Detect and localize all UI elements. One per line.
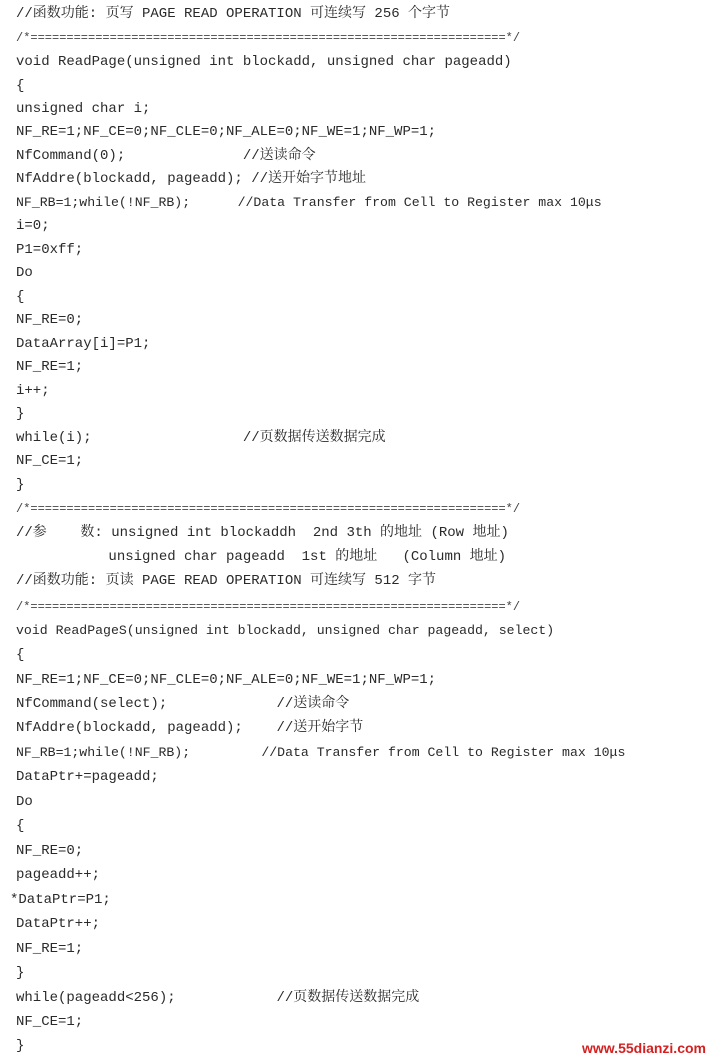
code-line: Do	[16, 794, 33, 810]
code-line: unsigned char i;	[16, 101, 151, 117]
code-line: }	[16, 406, 25, 422]
code-line: DataPtr++;	[16, 916, 101, 932]
code-line: {	[16, 78, 25, 94]
site-watermark: www.55dianzi.com	[582, 1040, 706, 1056]
code-line: NF_CE=1;	[16, 1014, 84, 1030]
code-line: NfAddre(blockadd, pageadd); //送开始字节	[16, 720, 364, 736]
param-comment-line: unsigned char pageadd 1st 的地址 (Column 地址)	[16, 549, 507, 565]
code-line: }	[16, 477, 25, 493]
code-line: P1=0xff;	[16, 242, 84, 258]
code-line: Do	[16, 265, 33, 281]
comment-line: //函数功能: 页读 PAGE READ OPERATION 可连续写 512 字节	[16, 573, 437, 589]
code-line: NfCommand(select); //送读命令	[16, 696, 350, 712]
code-line: NF_RB=1;while(!NF_RB); //Data Transfer from Cell to Register max 10μs	[16, 195, 602, 210]
code-line: *DataPtr=P1;	[10, 892, 111, 908]
code-line: DataArray[i]=P1;	[16, 336, 151, 352]
code-line: {	[16, 647, 25, 663]
code-line: NF_RE=0;	[16, 312, 84, 328]
code-line: {	[16, 818, 25, 834]
code-line: i=0;	[16, 218, 50, 234]
code-line: }	[16, 965, 25, 981]
code-line: }	[16, 1038, 25, 1054]
code-line: NF_RE=1;	[16, 359, 84, 375]
code-line: while(pageadd<256); //页数据传送数据完成	[16, 990, 420, 1006]
code-line: NF_RE=1;NF_CE=0;NF_CLE=0;NF_ALE=0;NF_WE=1;NF_WP=1;	[16, 672, 437, 688]
code-line: NF_RE=0;	[16, 843, 84, 859]
code-line: NfAddre(blockadd, pageadd); //送开始字节地址	[16, 171, 367, 187]
code-line: NfCommand(0); //送读命令	[16, 148, 316, 164]
separator-line: /*==================================================================*/	[16, 31, 521, 45]
function-signature: void ReadPage(unsigned int blockadd, unsigned char pageadd)	[16, 54, 512, 70]
code-line: pageadd++;	[16, 867, 101, 883]
code-line: NF_RE=1;	[16, 941, 84, 957]
separator-line: /*==================================================================*/	[16, 502, 521, 516]
code-line: NF_RE=1;NF_CE=0;NF_CLE=0;NF_ALE=0;NF_WE=1;NF_WP=1;	[16, 124, 437, 140]
code-line: while(i); //页数据传送数据完成	[16, 430, 386, 446]
code-line: NF_RB=1;while(!NF_RB); //Data Transfer from Cell to Register max 10μs	[16, 745, 626, 760]
code-line: DataPtr+=pageadd;	[16, 769, 159, 785]
function-signature: void ReadPageS(unsigned int blockadd, unsigned char pageadd, select)	[16, 623, 555, 638]
separator-line: /*==================================================================*/	[16, 600, 521, 614]
code-line: {	[16, 289, 25, 305]
code-line: NF_CE=1;	[16, 453, 84, 469]
comment-line: //函数功能: 页写 PAGE READ OPERATION 可连续写 256 个字节	[16, 6, 451, 22]
code-line: i++;	[16, 383, 50, 399]
param-comment-line: //参 数: unsigned int blockaddh 2nd 3th 的地址 (Row 地址)	[16, 525, 509, 541]
